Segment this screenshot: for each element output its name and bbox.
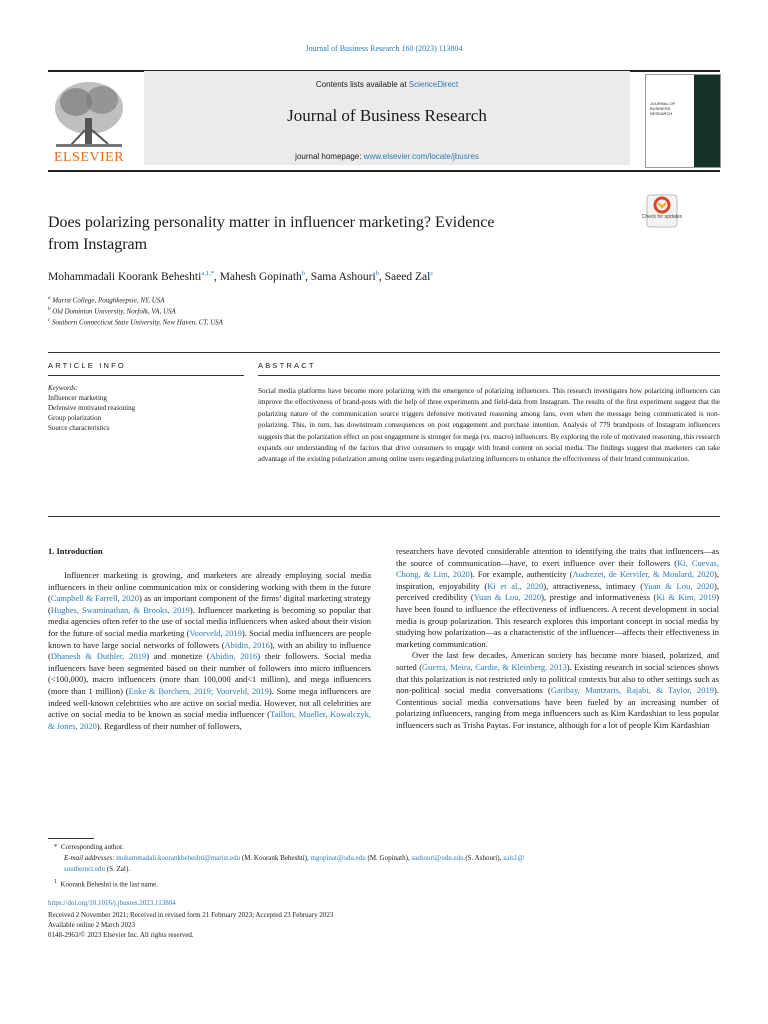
received-dates: Received 2 November 2021; Received in revised form 21 February 2023; Accepted 23 February 2023 bbox=[48, 911, 334, 919]
cover-title: JOURNAL OF BUSINESS RESEARCH bbox=[650, 101, 676, 116]
body-text: ). Existing research in social sciences shows that this polarization is not restricted only to political contexts but also to other settings such as non-political social media conversations ( bbox=[396, 661, 719, 696]
author-name: Sama Ashouri bbox=[310, 270, 376, 283]
keyword: Defensive motivated reasoning bbox=[48, 404, 136, 412]
citation-link[interactable]: Yuan & Lou, 2020 bbox=[643, 580, 715, 591]
footnote-emails: E-mail addresses: mohammadali.koorankbeheshti@marist.edu (M. Koorank Beheshti), mgopinat@odu.edu (M. Gopinath), sashouri@odu.edu (S. Ashouri), zals1@ bbox=[64, 854, 524, 862]
citation-link[interactable]: Guerra, Meira, Cardie, & Kleinberg, 2013 bbox=[422, 661, 567, 672]
footnote-rule bbox=[48, 838, 94, 839]
article-info-heading: ARTICLE INFO bbox=[48, 361, 126, 370]
citation-link[interactable]: Abidin, 2016 bbox=[224, 639, 270, 650]
check-for-updates-icon[interactable] bbox=[646, 194, 678, 228]
body-paragraph bbox=[396, 650, 719, 731]
citation-link[interactable]: Campbell & Farrell, 2020 bbox=[50, 593, 140, 604]
author-affil-ref[interactable]: b bbox=[301, 270, 306, 277]
citation-link[interactable]: Garibay, Mantzaris, Rajabi, & Taylor, 2019 bbox=[550, 685, 715, 696]
article-title-line-2: from Instagram bbox=[48, 236, 148, 253]
email-link[interactable]: sashouri@odu.edu bbox=[411, 854, 464, 862]
keyword: Group polarization bbox=[48, 414, 102, 422]
body-text: ), attractiveness, intimacy ( bbox=[543, 580, 644, 591]
abstract-bottom-rule bbox=[48, 516, 720, 517]
body-text: ) have been found to influence the effectiveness of influencers. A recent development in social media is group polarization. This research explores this important concept in social media by studying how polarization—as a characteristic of the influencer—affects their effectiveness in marketing communication. bbox=[396, 592, 719, 649]
body-text: researchers have devoted considerable attention to identifying the traits that influencers—as the source of communication—have, to exert influence over their followers ( bbox=[396, 546, 719, 568]
publisher-name: ELSEVIER bbox=[53, 150, 125, 165]
body-text: ). Some mega influencers are indeed well-known celebrities who are active on social media. However, not all celebrities are active on social media to be known as social media influencer ( bbox=[48, 685, 371, 720]
body-text: ) their followers. Social media influencers have been segmented based on their number of followers into micro influencers (<100,000), macro influencers (more than 100,000 and<1 million), and mega influencers (more than 1 million) ( bbox=[48, 651, 371, 696]
citation-link[interactable]: Voorveld, 2019 bbox=[189, 627, 242, 638]
body-text: ) and monetize ( bbox=[146, 651, 210, 662]
body-text: ). Influencer marketing is becoming so popular that media agencies often refer to the use of social media influencers when asked about their vision for the future of social media marketing ( bbox=[48, 604, 371, 638]
body-column-left bbox=[48, 570, 371, 732]
author-list: Mohammadali Koorank Beheshti$^{a,1,*}$, Mahesh Gopinath$^b$, Sama Ashouri$^b$, Saeed Zal$^c$ bbox=[48, 270, 434, 283]
author-name: Mohammadali Koorank Beheshti bbox=[48, 270, 202, 283]
body-text: ). Contentious social media conversations have been fueled by an increasing number of polarizing influencers, ranging from mega influencers such as Kim Kardashian to less popular influencers such as Trisha Paytas. For instance, although for a lot of people Kim Kardashian bbox=[396, 685, 719, 730]
article-info-top-rule bbox=[48, 352, 720, 353]
citation-link[interactable]: Abidin, 2016 bbox=[209, 651, 258, 662]
footnote-emails-cont: southernct.edu (S. Zal). bbox=[64, 865, 130, 873]
keyword: Source characteristics bbox=[48, 424, 110, 432]
email-link[interactable]: zals1@ bbox=[503, 854, 524, 862]
affiliation: $^b$ Old Dominion University, Norfolk, VA, USA bbox=[48, 307, 176, 316]
journal-name: Journal of Business Research bbox=[287, 106, 487, 125]
body-text: Influencer marketing is growing, and marketers are already employing social media influencers in their online communication mix or considering working with them in the future ( bbox=[48, 570, 371, 604]
author-affil-ref[interactable]: c bbox=[430, 270, 434, 277]
author-affil-ref[interactable]: b bbox=[375, 270, 379, 277]
running-head[interactable]: Journal of Business Research 160 (2023) 113804 bbox=[305, 44, 463, 53]
citation-link[interactable]: Ki & Kim, 2019 bbox=[656, 592, 717, 603]
citation-link[interactable]: Enke & Borchers, 2019; Voorveld, 2019 bbox=[128, 685, 269, 696]
body-text: ). Regardless of their number of followers, bbox=[96, 720, 242, 731]
body-text: ). For example, authenticity ( bbox=[469, 569, 573, 580]
email-link[interactable]: mohammadali.koorankbeheshti@marist.edu bbox=[116, 854, 241, 862]
journal-homepage-line: journal homepage: www.elsevier.com/locate/jbusres bbox=[295, 152, 479, 161]
affiliation: $^c$ Southern Connecticut State University, New Haven, CT, USA bbox=[48, 318, 223, 327]
body-paragraph bbox=[48, 570, 371, 732]
body-column-right bbox=[396, 546, 719, 732]
journal-homepage-link[interactable]: www.elsevier.com/locate/jbusres bbox=[363, 152, 479, 161]
citation-link[interactable]: Dhanesh & Duthler, 2019 bbox=[50, 651, 147, 662]
body-text: ). Social media influencers are people known to have large social networks of followers ( bbox=[48, 627, 371, 650]
author-name: Saeed Zal bbox=[384, 270, 431, 283]
body-text: ), inspiration, enjoyability ( bbox=[396, 569, 719, 591]
citation-link[interactable]: Ki et al., 2020 bbox=[487, 580, 544, 591]
cover-dark-band bbox=[694, 75, 720, 167]
footnote-corresponding: * Corresponding author. bbox=[54, 843, 124, 851]
abstract-heading: ABSTRACT bbox=[258, 361, 316, 370]
citation-link[interactable]: Ki, Cuevas, Chong, & Lim, 2020 bbox=[396, 557, 719, 580]
email-link[interactable]: southernct.edu bbox=[64, 865, 106, 873]
body-text: ), with an ability to influence ( bbox=[48, 639, 371, 662]
body-text: Over the last few decades, American society has become more biased, polarized, and sorted ( bbox=[396, 650, 719, 672]
doi-link[interactable]: https://doi.org/10.1016/j.jbusres.2023.113804 bbox=[48, 899, 176, 907]
body-text: ), perceived credibility ( bbox=[396, 580, 719, 603]
copyright: 0148-2963/© 2023 Elsevier Inc. All rights reserved. bbox=[48, 931, 194, 939]
citation-link[interactable]: Audrezet, de Kerviler, & Moulard, 2020 bbox=[572, 569, 715, 580]
body-text: ), prestige and informativeness ( bbox=[541, 592, 657, 603]
author-name: Mahesh Gopinath bbox=[219, 270, 302, 283]
abstract-sub-rule bbox=[258, 375, 720, 376]
check-for-updates-label[interactable]: Check for updates bbox=[641, 214, 683, 220]
abstract-text: Social media platforms have become more polarizing with the emergence of polarizing influencers. This research investigates how polarizing influencers can improve the effectiveness of brand-posts with the help of three experiments and field-data from Instagram. The results of the first experiment suggest that the polarizing nature of the communication source triggers defensive motivated reasoning among fans, even when the message being communicated is non-polarizing. This, in turn, has downstream consequences on post engagement and purchase intention. Analysis of 779 brandposts of Instagram influencers suggests that the polarization effect on post engagement is stronger for mega (vs. macro) influencers. By exploring the role of motivated reasoning, this research expands our understanding of the factors that drive consumers to engage with brand content on social media. The findings suggest that marketers can take advantage of the existing polarization among online users regarding polarizing influencers to enhance the effectiveness of their brand communication. bbox=[258, 387, 720, 464]
body-text: ) as an important component of the firms’ digital marketing strategy ( bbox=[48, 593, 371, 615]
body-paragraph bbox=[396, 546, 719, 650]
contents-available-line: Contents lists available at ScienceDirect bbox=[315, 80, 459, 89]
citation-link[interactable]: Yuan & Lou, 2020 bbox=[473, 592, 542, 603]
sciencedirect-link[interactable]: ScienceDirect bbox=[408, 80, 459, 89]
article-title-line-1: Does polarizing personality matter in influencer marketing? Evidence bbox=[48, 214, 495, 231]
masthead-bottom-rule bbox=[48, 170, 720, 172]
author-affil-ref[interactable]: a,1,* bbox=[201, 270, 214, 277]
journal-cover-thumbnail bbox=[645, 74, 721, 168]
citation-link[interactable]: Hughes, Swaminathan, & Brooks, 2019 bbox=[50, 604, 190, 615]
available-online: Available online 2 March 2023 bbox=[48, 921, 135, 929]
keywords-label: Keywords: bbox=[48, 384, 79, 392]
affiliation: $^a$ Marist College, Poughkeepsie, NY, USA bbox=[48, 296, 165, 305]
footnote-1: $^1$ Koorank Beheshti is the last name. bbox=[54, 879, 159, 889]
citation-link[interactable]: Taillon, Mueller, Kowalczyk, & Jones, 2020 bbox=[48, 709, 371, 731]
article-info-sub-rule bbox=[48, 375, 244, 376]
article-title bbox=[48, 212, 618, 256]
section-heading-introduction: 1. Introduction bbox=[48, 546, 103, 556]
email-link[interactable]: mgopinat@odu.edu bbox=[310, 854, 366, 862]
keyword: Influencer marketing bbox=[48, 394, 107, 402]
